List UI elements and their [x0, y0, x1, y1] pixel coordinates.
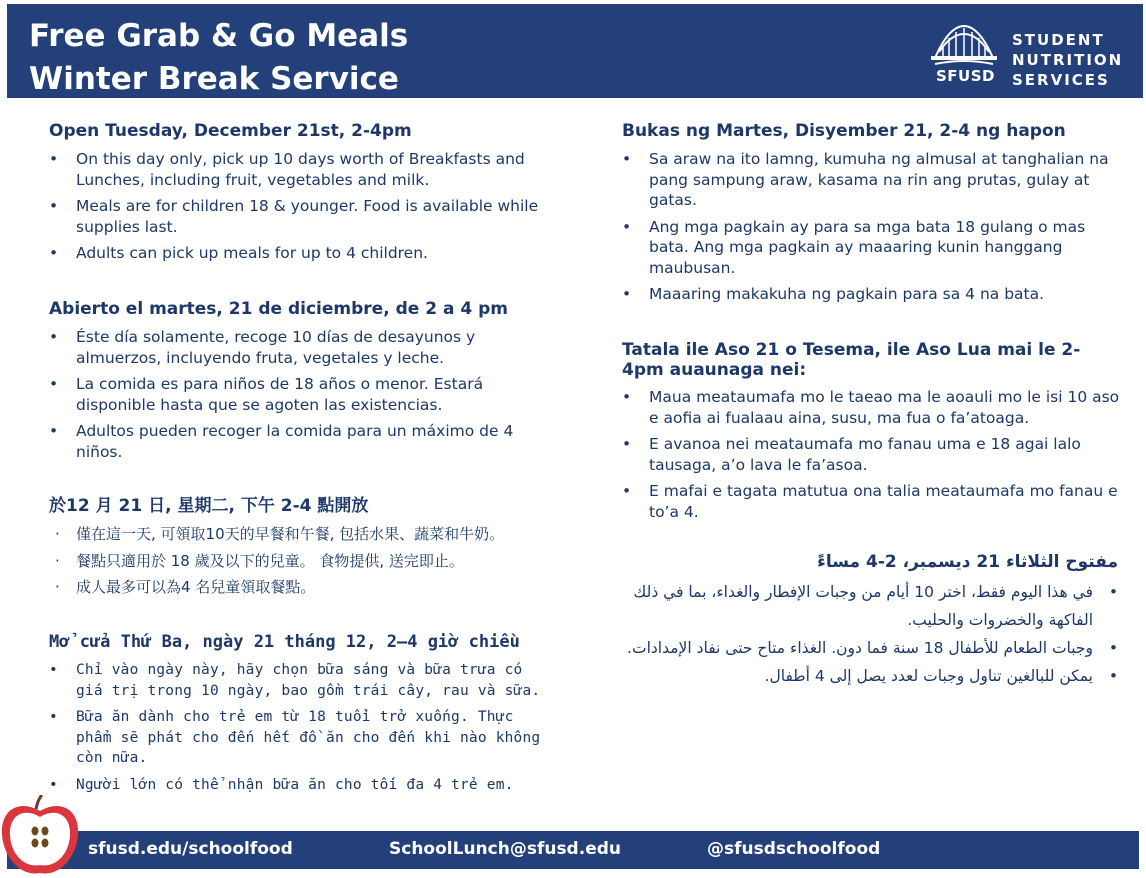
list-item: • Éste día solamente, recoge 10 días de desayunos y almuerzos, incluyendo fruta, vegetales y leche. — [49, 327, 539, 368]
list-item: • يمكن للبالغين تناول وجبات لعدد يصل إلى 4 أطفال. — [622, 662, 1118, 690]
list-item: • Meals are for children 18 & younger. Food is available while supplies last. — [49, 196, 539, 237]
list-item: • Maua meataumafa mo le taeao ma le aoauli mo le isi 10 aso e aofia ai fualaau aina, susu, ma fua o fa’atoaga. — [622, 387, 1122, 428]
list-item: • La comida es para niños de 18 años o menor. Estará disponible hasta que se agoten las existencias. — [49, 374, 539, 415]
list-item: • Người lớn có thể nhận bữa ăn cho tối đa 4 trẻ em. — [49, 775, 549, 796]
header-banner — [7, 4, 1143, 98]
social-handle-link[interactable]: @sfusdschoolfood — [707, 839, 881, 859]
section-heading: Tatala ile Aso 21 o Tesema, ile Aso Lua mai le 2-4pm auaunaga nei: — [622, 340, 1081, 380]
list-item: • E avanoa nei meataumafa mo fanau uma e 18 agai lalo tausaga, a’o lava le fa’asoa. — [622, 434, 1122, 475]
section-chinese — [49, 496, 569, 598]
list-item: · 成人最多可以為4 名兒童領取餐點。 — [49, 577, 569, 598]
section-arabic — [622, 552, 1118, 690]
section-heading: Bukas ng Martes, Disyember 21, 2-4 ng hapon — [622, 121, 1066, 141]
list-item: • Sa araw na ito lamng, kumuha ng almusal at tanghalian na pang sampung araw, kasama na rin ang prutas, gulay at gatas. — [622, 149, 1122, 211]
list-item: • Maaaring makakuha ng pagkain para sa 4 na bata. — [622, 284, 1122, 305]
section-heading: Abierto el martes, 21 de diciembre, de 2 a 4 pm — [49, 299, 508, 319]
list-item: • وجبات الطعام للأطفال 18 سنة فما دون. الغذاء متاح حتى نفاد الإمدادات. — [622, 634, 1118, 662]
section-tagalog — [622, 121, 1122, 305]
org-line: SERVICES — [1012, 71, 1110, 89]
list-item: · 餐點只適用於 18 歲及以下的兒童。 食物提供, 送完即止。 — [49, 551, 569, 572]
section-heading: 於12 月 21 日, 星期二, 下午 2-4 點開放 — [49, 496, 369, 516]
list-item: • Chỉ vào ngày này, hãy chọn bữa sáng và bữa trưa có giá trị trong 10 ngày, bao gồm trái cây, rau và sữa. — [49, 660, 549, 701]
section-vietnamese — [49, 632, 549, 795]
section-heading: Mở cửa Thứ Ba, ngày 21 tháng 12, 2–4 giờ chiều — [49, 632, 520, 652]
list-item: • E mafai e tagata matutua ona talia meataumafa mo fanau e to’a 4. — [622, 481, 1122, 522]
list-item: • في هذا اليوم فقط، اختر 10 أيام من وجبات الإفطار والغداء، بما في ذلك الفاكهة والخضروات والحليب. — [622, 578, 1118, 634]
list-item: • On this day only, pick up 10 days worth of Breakfasts and Lunches, including fruit, vegetables and milk. — [49, 149, 539, 190]
apple-icon — [0, 795, 80, 877]
section-heading: مفتوح الثلاثاء 21 ديسمبر، 2-4 مساءً — [817, 552, 1118, 572]
list-item: • Adults can pick up meals for up to 4 children. — [49, 243, 539, 264]
section-samoan — [622, 340, 1122, 522]
org-name — [1012, 30, 1123, 90]
title-line-2: Winter Break Service — [29, 61, 399, 97]
list-item: · 僅在這一天, 可領取10天的早餐和午餐, 包括水果、蔬菜和牛奶。 — [49, 524, 569, 545]
section-spanish — [49, 299, 539, 462]
email-link[interactable]: SchoolLunch@sfusd.edu — [389, 839, 621, 859]
section-heading: Open Tuesday, December 21st, 2-4pm — [49, 121, 412, 141]
list-item: • Adultos pueden recoger la comida para un máximo de 4 niños. — [49, 421, 539, 462]
org-line: NUTRITION — [1012, 51, 1124, 69]
title-line-1: Free Grab & Go Meals — [29, 18, 409, 54]
sfusd-logo-text: SFUSD — [936, 67, 995, 85]
list-item: • Bữa ăn dành cho trẻ em từ 18 tuổi trở xuống. Thực phẩm sẽ phát cho đến hết đồ ăn cho đến khi nào không còn nữa. — [49, 707, 549, 769]
website-link[interactable]: sfusd.edu/schoolfood — [88, 839, 293, 859]
list-item: • Ang mga pagkain ay para sa mga bata 18 gulang o mas bata. Ang mga pagkain ay maaaring kunin hanggang maubusan. — [622, 217, 1122, 279]
org-line: STUDENT — [1012, 31, 1105, 49]
section-english — [49, 121, 539, 264]
